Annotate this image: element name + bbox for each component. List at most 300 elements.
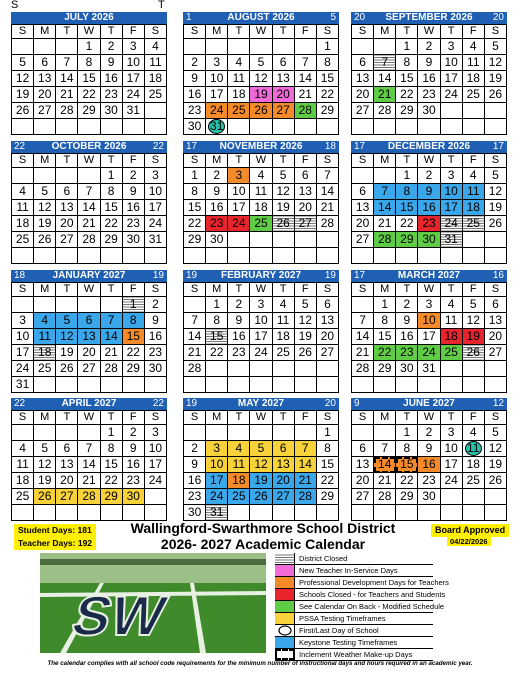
- week-row: [352, 473, 507, 489]
- month-start-count: 9: [354, 398, 360, 409]
- day-cell: 2: [418, 168, 440, 184]
- month-start-count: 22: [14, 398, 26, 409]
- day-cell: [56, 425, 78, 441]
- day-cell: [316, 505, 338, 521]
- weekday-label: M: [34, 283, 56, 297]
- weekday-label: M: [374, 25, 396, 39]
- day-cell: 23: [418, 216, 440, 232]
- month-name: FEBRUARY 2027: [220, 270, 302, 281]
- month-grid: [11, 24, 167, 135]
- weekday-label: F: [294, 154, 316, 168]
- day-cell: [206, 39, 228, 55]
- day-cell: 17: [440, 200, 462, 216]
- day-cell: 12: [250, 457, 272, 473]
- day-cell: [352, 119, 374, 135]
- week-row: [184, 71, 339, 87]
- day-cell: [462, 248, 484, 264]
- day-cell: 26: [12, 103, 34, 119]
- day-cell: [12, 505, 34, 521]
- day-cell: 2: [184, 55, 206, 71]
- day-cell: 28: [294, 489, 316, 505]
- month-start-count: 17: [354, 141, 366, 152]
- day-cell: 8: [100, 184, 122, 200]
- week-row: [352, 168, 507, 184]
- legend-label: PSSA Testing Timeframes: [299, 614, 386, 623]
- day-cell: 8: [100, 441, 122, 457]
- legend-swatch: [275, 649, 295, 660]
- week-row: [184, 313, 339, 329]
- day-cell: 1: [78, 39, 100, 55]
- day-cell: [484, 361, 506, 377]
- day-cell: 9: [418, 441, 440, 457]
- day-cell: 31: [12, 377, 34, 393]
- month-end-count: 16: [492, 270, 504, 281]
- month-start-count: 18: [14, 270, 26, 281]
- week-row: [12, 377, 167, 393]
- day-cell: [184, 425, 206, 441]
- month-12: [351, 398, 507, 521]
- day-cell: 3: [144, 168, 166, 184]
- day-cell: 30: [418, 103, 440, 119]
- week-row: [12, 473, 167, 489]
- weekday-label: S: [316, 25, 338, 39]
- day-cell: 14: [78, 200, 100, 216]
- day-cell: [250, 377, 272, 393]
- day-cell: 2: [396, 297, 418, 313]
- day-cell: 13: [78, 329, 100, 345]
- day-cell: [78, 168, 100, 184]
- weekday-label: W: [250, 25, 272, 39]
- week-row: [352, 457, 507, 473]
- day-cell: 25: [462, 87, 484, 103]
- month-1: [11, 12, 167, 135]
- week-row: [352, 489, 507, 505]
- legend-swatch: [275, 613, 295, 624]
- day-cell: 12: [484, 184, 506, 200]
- day-cell: 16: [144, 329, 166, 345]
- day-cell: 7: [294, 441, 316, 457]
- day-cell: 30: [184, 119, 206, 135]
- day-cell: 25: [34, 361, 56, 377]
- day-cell: [374, 377, 396, 393]
- day-cell: 25: [272, 345, 294, 361]
- week-row: [184, 377, 339, 393]
- day-cell: 6: [484, 297, 506, 313]
- day-cell: [440, 248, 462, 264]
- weekday-label: T: [228, 283, 250, 297]
- day-cell: 7: [78, 441, 100, 457]
- day-cell: 23: [418, 473, 440, 489]
- day-cell: [462, 119, 484, 135]
- week-row: [184, 297, 339, 313]
- day-cell: 28: [184, 361, 206, 377]
- week-row: [12, 200, 167, 216]
- day-cell: 9: [184, 71, 206, 87]
- week-row: [184, 39, 339, 55]
- day-cell: 15: [396, 200, 418, 216]
- weekday-label: S: [184, 25, 206, 39]
- month-header: [351, 270, 507, 282]
- weekday-label: T: [56, 154, 78, 168]
- day-cell: [78, 119, 100, 135]
- day-cell: 4: [272, 297, 294, 313]
- week-row: [12, 87, 167, 103]
- day-cell: [250, 361, 272, 377]
- week-row: [352, 200, 507, 216]
- day-cell: 23: [122, 216, 144, 232]
- month-grid: [183, 153, 339, 264]
- day-cell: 26: [484, 473, 506, 489]
- day-cell: 29: [396, 489, 418, 505]
- day-cell: 6: [352, 55, 374, 71]
- day-cell: 17: [440, 71, 462, 87]
- month-start-count: 17: [186, 141, 198, 152]
- day-cell: 24: [206, 103, 228, 119]
- week-row: [352, 505, 507, 521]
- weekday-label: F: [462, 154, 484, 168]
- day-cell: [352, 505, 374, 521]
- day-cell: 7: [100, 313, 122, 329]
- day-cell: 22: [396, 473, 418, 489]
- weekday-label: T: [440, 25, 462, 39]
- day-cell: 6: [272, 441, 294, 457]
- day-cell: 4: [228, 55, 250, 71]
- legend-label: New Teacher In-Service Days: [299, 566, 398, 575]
- day-cell: 11: [12, 457, 34, 473]
- month-end-count: 19: [152, 270, 164, 281]
- day-cell: 27: [352, 489, 374, 505]
- day-cell: 21: [374, 87, 396, 103]
- day-cell: [228, 119, 250, 135]
- day-cell: 18: [250, 200, 272, 216]
- day-cell: 22: [184, 216, 206, 232]
- legend-item: [275, 577, 449, 589]
- week-row: [352, 313, 507, 329]
- day-cell: [250, 425, 272, 441]
- day-cell: 24: [418, 345, 440, 361]
- weekday-label: F: [294, 283, 316, 297]
- day-cell: [316, 232, 338, 248]
- day-cell: 27: [56, 489, 78, 505]
- month-header: [351, 12, 507, 24]
- day-cell: [12, 119, 34, 135]
- day-cell: 9: [418, 184, 440, 200]
- day-cell: 14: [78, 457, 100, 473]
- day-cell: 23: [228, 345, 250, 361]
- day-cell: 4: [462, 425, 484, 441]
- weekday-label: W: [250, 411, 272, 425]
- day-cell: 12: [484, 441, 506, 457]
- day-cell: [418, 505, 440, 521]
- day-cell: 14: [294, 457, 316, 473]
- day-cell: 16: [206, 200, 228, 216]
- day-cell: [396, 248, 418, 264]
- day-cell: 13: [272, 457, 294, 473]
- day-cell: 21: [316, 200, 338, 216]
- day-cell: 29: [316, 103, 338, 119]
- weekday-label: F: [122, 154, 144, 168]
- day-cell: 21: [374, 473, 396, 489]
- day-cell: 14: [316, 184, 338, 200]
- day-cell: 5: [484, 39, 506, 55]
- day-cell: [396, 119, 418, 135]
- week-row: [352, 297, 507, 313]
- day-cell: 12: [294, 313, 316, 329]
- weekday-label: M: [206, 25, 228, 39]
- day-cell: 2: [144, 297, 166, 313]
- day-cell: [462, 441, 484, 457]
- day-cell: 15: [316, 457, 338, 473]
- day-cell: 27: [78, 361, 100, 377]
- day-cell: 19: [484, 71, 506, 87]
- day-cell: 19: [294, 329, 316, 345]
- day-cell: 29: [184, 232, 206, 248]
- day-cell: 2: [122, 425, 144, 441]
- week-row: [352, 216, 507, 232]
- day-cell: [56, 168, 78, 184]
- day-cell: [396, 505, 418, 521]
- day-cell: [418, 248, 440, 264]
- legend-swatch: [275, 553, 295, 564]
- day-cell: 25: [12, 489, 34, 505]
- day-cell: [272, 361, 294, 377]
- day-cell: 20: [316, 329, 338, 345]
- day-cell: 7: [316, 168, 338, 184]
- day-cell: 24: [228, 216, 250, 232]
- day-cell: [206, 248, 228, 264]
- week-row: [352, 39, 507, 55]
- day-cell: [228, 505, 250, 521]
- day-cell: 19: [12, 87, 34, 103]
- legend-swatch: [275, 565, 295, 576]
- week-row: [12, 345, 167, 361]
- month-name: NOVEMBER 2026: [219, 141, 303, 152]
- weekday-label: T: [100, 154, 122, 168]
- day-cell: 10: [440, 441, 462, 457]
- day-cell: [122, 505, 144, 521]
- legend-item: [275, 589, 446, 601]
- weekday-label: M: [374, 154, 396, 168]
- month-2: [183, 12, 339, 135]
- day-cell: 8: [396, 55, 418, 71]
- week-row: [184, 200, 339, 216]
- day-cell: 11: [440, 313, 462, 329]
- day-cell: [78, 425, 100, 441]
- day-cell: [184, 297, 206, 313]
- legend-swatch: [275, 601, 295, 612]
- weekday-label: T: [56, 411, 78, 425]
- week-row: [352, 55, 507, 71]
- day-cell: 20: [352, 473, 374, 489]
- month-start-count: 22: [14, 141, 26, 152]
- day-cell: 12: [250, 71, 272, 87]
- month-end-count: 19: [324, 270, 336, 281]
- legend-swatch: [275, 637, 295, 648]
- day-cell: 20: [272, 87, 294, 103]
- day-cell: [440, 361, 462, 377]
- weekday-label: S: [12, 25, 34, 39]
- weekday-label: T: [396, 283, 418, 297]
- month-start-count: 1: [186, 12, 192, 23]
- day-cell: 27: [272, 103, 294, 119]
- day-cell: 5: [56, 313, 78, 329]
- weekday-label: F: [122, 411, 144, 425]
- day-cell: [34, 39, 56, 55]
- day-cell: 17: [144, 200, 166, 216]
- day-cell: 21: [184, 345, 206, 361]
- day-cell: 30: [144, 361, 166, 377]
- week-row: [12, 441, 167, 457]
- week-row: [184, 184, 339, 200]
- day-cell: 9: [228, 313, 250, 329]
- day-cell: [34, 168, 56, 184]
- weekday-label: W: [78, 154, 100, 168]
- day-cell: 20: [294, 200, 316, 216]
- day-cell: [12, 248, 34, 264]
- week-row: [12, 313, 167, 329]
- footer-note: The calendar complies with all school code requirements for the minimum number of instructional days and hours required in an academic year.: [47, 660, 473, 667]
- weekday-label: M: [206, 154, 228, 168]
- day-cell: 23: [396, 345, 418, 361]
- day-cell: 25: [228, 103, 250, 119]
- day-cell: 12: [272, 184, 294, 200]
- day-cell: [100, 377, 122, 393]
- day-cell: 2: [206, 168, 228, 184]
- weekday-label: S: [12, 154, 34, 168]
- weekday-label: W: [250, 283, 272, 297]
- day-cell: 13: [34, 71, 56, 87]
- day-cell: 22: [78, 87, 100, 103]
- day-cell: [56, 248, 78, 264]
- day-cell: 28: [316, 216, 338, 232]
- day-cell: [484, 248, 506, 264]
- month-end-count: 20: [324, 398, 336, 409]
- weekday-label: S: [144, 411, 166, 425]
- day-cell: 3: [418, 297, 440, 313]
- day-cell: 2: [184, 441, 206, 457]
- day-cell: 12: [484, 55, 506, 71]
- day-cell: 4: [462, 168, 484, 184]
- weekday-label: S: [184, 411, 206, 425]
- day-cell: [184, 377, 206, 393]
- month-end-count: 5: [330, 12, 336, 23]
- day-cell: [272, 505, 294, 521]
- weekday-label: W: [78, 25, 100, 39]
- day-cell: 19: [250, 473, 272, 489]
- month-header: [11, 398, 167, 410]
- month-header: [183, 398, 339, 410]
- day-cell: 20: [34, 87, 56, 103]
- day-cell: [272, 377, 294, 393]
- day-cell: 8: [122, 313, 144, 329]
- week-row: [12, 297, 167, 313]
- day-cell: 10: [440, 55, 462, 71]
- day-cell: 1: [206, 297, 228, 313]
- day-cell: 30: [418, 232, 440, 248]
- month-header: [351, 398, 507, 410]
- weekday-label: T: [228, 25, 250, 39]
- legend-label: District Closed: [299, 554, 348, 563]
- day-cell: 28: [374, 232, 396, 248]
- day-cell: 3: [228, 168, 250, 184]
- day-cell: 13: [56, 200, 78, 216]
- day-cell: 16: [418, 457, 440, 473]
- day-cell: [144, 489, 166, 505]
- day-cell: 19: [56, 345, 78, 361]
- day-cell: 2: [418, 425, 440, 441]
- week-row: [184, 168, 339, 184]
- day-cell: 8: [396, 184, 418, 200]
- day-cell: 28: [374, 489, 396, 505]
- legend-item: [275, 625, 433, 637]
- day-cell: 22: [100, 473, 122, 489]
- day-cell: 3: [122, 39, 144, 55]
- month-name: MARCH 2027: [397, 270, 461, 281]
- day-cell: [228, 232, 250, 248]
- day-cell: 18: [228, 473, 250, 489]
- day-cell: 4: [34, 313, 56, 329]
- day-cell: 14: [100, 329, 122, 345]
- day-cell: 6: [272, 55, 294, 71]
- weekday-label: S: [352, 411, 374, 425]
- week-row: [184, 457, 339, 473]
- day-cell: 15: [374, 329, 396, 345]
- day-cell: 10: [206, 71, 228, 87]
- day-cell: 15: [396, 457, 418, 473]
- day-cell: 1: [374, 297, 396, 313]
- weekday-label: T: [100, 411, 122, 425]
- weekday-label: W: [418, 411, 440, 425]
- day-cell: 22: [396, 216, 418, 232]
- day-cell: 17: [206, 87, 228, 103]
- day-cell: 6: [352, 184, 374, 200]
- day-cell: 22: [100, 216, 122, 232]
- day-cell: 22: [206, 345, 228, 361]
- day-cell: 26: [250, 489, 272, 505]
- day-cell: [272, 119, 294, 135]
- day-cell: 15: [100, 457, 122, 473]
- day-cell: 9: [396, 313, 418, 329]
- day-cell: 9: [144, 313, 166, 329]
- legend-item: [275, 553, 433, 565]
- day-cell: [228, 361, 250, 377]
- day-cell: 18: [34, 345, 56, 361]
- weekday-label: S: [184, 283, 206, 297]
- day-cell: [78, 297, 100, 313]
- day-cell: 8: [316, 441, 338, 457]
- day-cell: 18: [12, 473, 34, 489]
- day-cell: [374, 505, 396, 521]
- day-cell: [228, 248, 250, 264]
- day-cell: 13: [272, 71, 294, 87]
- weekday-label: F: [294, 25, 316, 39]
- day-cell: 23: [122, 473, 144, 489]
- week-row: [12, 184, 167, 200]
- day-cell: 21: [78, 473, 100, 489]
- field-logo: SW: [65, 584, 173, 648]
- month-name: JUNE 2027: [403, 398, 455, 409]
- day-cell: 21: [352, 345, 374, 361]
- legend-swatch: [275, 625, 295, 636]
- day-cell: 11: [34, 329, 56, 345]
- day-cell: 26: [462, 345, 484, 361]
- weekday-label: T: [56, 25, 78, 39]
- day-cell: 15: [100, 200, 122, 216]
- day-cell: 22: [396, 87, 418, 103]
- week-row: [352, 232, 507, 248]
- day-cell: [440, 489, 462, 505]
- weekday-label: S: [484, 154, 506, 168]
